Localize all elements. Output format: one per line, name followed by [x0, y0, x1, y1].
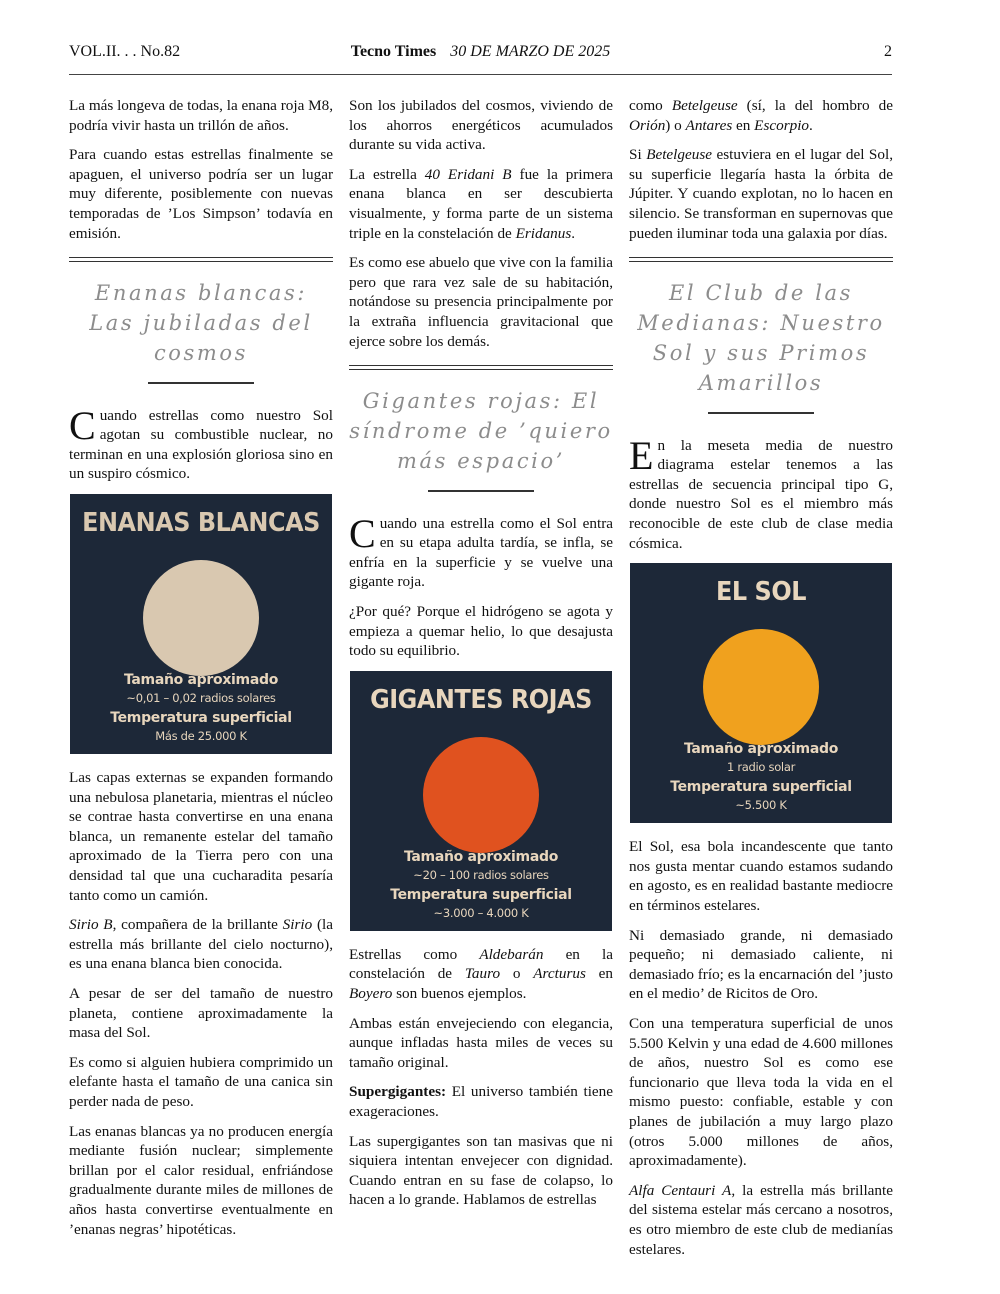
constellation-name: Boyero — [349, 984, 393, 1002]
star-name: Sirio B — [69, 916, 113, 934]
paragraph — [629, 145, 893, 243]
title-underline — [148, 382, 254, 384]
star-name: Sirio — [282, 916, 313, 934]
page-header — [69, 41, 892, 71]
red-giant-icon — [423, 737, 539, 853]
paragraph — [629, 96, 893, 135]
text-run: La estrella — [349, 165, 425, 183]
paragraph: Las capas externas se expanden formando una nebulosa planetaria, mientras el núcleo se contrae hasta convertirse en una enana blanca, un remanente estelar del tamaño aproximado de la Tierra pero con una densidad tal que una cucharadita pesaría tanto como un camión. — [69, 769, 333, 904]
paragraph: Las enanas blancas ya no producen energía mediante fusión nuclear; simplemente brillan por el calor residual, enfriándose gradualmente durante miles de millones de años hasta convertirse eventualmente en ’enanas negras’ hipotéticas. — [69, 1122, 333, 1238]
paragraph: Con una temperatura superficial de unos 5.500 Kelvin y una edad de 4.600 millones de años, nuestro Sol es como ese funcionario que lleva toda la vida en el mismo puesto: confiable, estable y con planes de jubilación a muy largo plazo (otros 5.000 millones de años, aproximadamente). — [629, 1014, 893, 1170]
sun-icon — [703, 629, 819, 745]
section-divider — [349, 365, 613, 370]
sun-card — [630, 563, 892, 823]
drop-cap: C — [69, 402, 96, 448]
star-name: Betelgeuse — [646, 146, 712, 164]
issue-date: 30 DE MARZO DE 2025 — [450, 43, 611, 60]
paragraph: Es como ese abuelo que vive con la familia pero que rara vez sale de su habitación, notándose su presencia principalmente por la extraña influencia gravitacional que ejerce sobre los demás. — [349, 254, 613, 350]
text-run: son buenos ejemplos. — [392, 984, 527, 1002]
section-title-sun: El Club de las Medianas: Nuestro Sol y sus Primos Amarillos — [637, 281, 885, 396]
paragraph: La más longeva de todas, la enana roja M8, podría vivir hasta un trillón de años. — [69, 97, 334, 134]
text-run: Si — [629, 146, 647, 164]
drop-cap: E — [629, 432, 654, 478]
paragraph: ¿Por qué? Porque el hidrógeno se agota y empieza a quemar helio, lo que desajusta todo su equilibrio. — [349, 603, 613, 660]
paragraph: A pesar de ser del tamaño de nuestro planeta, contiene aproximadamente la masa del Sol. — [69, 984, 333, 1042]
constellation-name: Eridanus — [515, 224, 572, 242]
temperature-label: Temperatura superficial — [670, 779, 852, 796]
size-label: Tamaño aproximado — [403, 848, 559, 865]
size-value: ~0,01 – 0,02 radios solares — [126, 691, 276, 706]
paragraph — [349, 165, 613, 243]
page-number: 2 — [884, 43, 892, 60]
star-name: Alfa Centauri A — [629, 1181, 732, 1199]
intro-paragraph — [349, 510, 613, 592]
text-run: fue la primera enana blanca en ser descubierta visualmente, y forma parte de un sistema triple en la constelación de — [349, 165, 613, 242]
paragraph — [349, 1082, 613, 1121]
constellation-name: Escorpio — [754, 116, 810, 134]
text-run: El universo también tiene exageraciones. — [349, 1083, 613, 1120]
text-run: . — [571, 224, 576, 242]
star-name: 40 Eridani B — [424, 165, 512, 183]
card-title: EL SOL — [716, 577, 806, 608]
section-divider — [69, 257, 333, 262]
constellation-name: Tauro — [464, 965, 501, 983]
section-divider — [629, 257, 893, 262]
temperature-value: ~3.000 – 4.000 K — [433, 905, 529, 920]
intro-paragraph — [69, 402, 333, 484]
red-giant-card — [350, 671, 612, 931]
title-underline — [428, 490, 534, 492]
text-run: ) o — [665, 116, 686, 134]
star-name: Betelgeuse — [671, 97, 738, 114]
text-run: o — [500, 965, 534, 983]
star-name: Antares — [685, 116, 733, 134]
column-1 — [69, 96, 333, 1249]
text-run: (sí, la del hombro de — [737, 97, 893, 114]
white-dwarf-icon — [143, 560, 259, 676]
size-label: Tamaño aproximado — [683, 741, 839, 758]
paragraph: Ambas están envejeciendo con elegancia, aunque infladas hasta miles de veces su tamaño original. — [349, 1014, 613, 1071]
temperature-value: Más de 25.000 K — [155, 729, 247, 744]
temperature-label: Temperatura superficial — [110, 710, 292, 727]
paragraph: Las supergigantes son tan masivas que ni siquiera intentan envejecer con dignidad. Cuando entran en su fase de colapso, lo hacen a lo grande. Hablamos de estrellas — [349, 1132, 613, 1209]
star-name: Arcturus — [533, 965, 586, 983]
text-run: estuviera en el lugar del Sol, su superficie llegaría hasta la órbita de Júpiter. Y cuando explotan, no lo hacen en silencio. Se transforman en supernovas que pueden iluminar toda una galaxia por días. — [629, 146, 893, 242]
text-run: , la estrella más brillante del sistema estelar más cercano a nosotros, es otro miembro de este club de medianías estelares. — [629, 1181, 893, 1258]
size-value: ~20 – 100 radios solares — [413, 867, 549, 882]
text-run: Estrellas como — [349, 945, 480, 963]
paragraph — [349, 945, 613, 1004]
constellation-name: Orión — [629, 116, 666, 134]
star-name: Aldebarán — [479, 945, 544, 963]
volume-number: VOL.II. . . No.82 — [69, 43, 181, 60]
text-run: (la estrella más brillante del cielo nocturno), es una enana blanca bien conocida. — [69, 916, 333, 973]
card-title: ENANAS BLANCAS — [82, 508, 320, 539]
text-run: en — [585, 965, 614, 983]
paragraph: El Sol, esa bola incandescente que tanto nos gusta mentar cuando estamos sudando en agosto, es en realidad bastante mediocre en términos estelares. — [629, 838, 893, 914]
paragraph: Para cuando estas estrellas finalmente se apaguen, el universo podría ser un lugar muy diferente, posiblemente con nuevas temporadas de ’Los Simpson’ todavía en emisión. — [69, 146, 333, 242]
size-label: Tamaño aproximado — [123, 672, 279, 689]
card-title: GIGANTES ROJAS — [370, 684, 592, 715]
intro-text: uando estrellas como nuestro Sol agotan su combustible nuclear, no terminan en una explosión gloriosa sino en un suspiro cósmico. — [69, 406, 333, 483]
text-run: en la constelación de — [349, 945, 613, 983]
intro-paragraph — [629, 432, 893, 554]
bold-lead: Supergigantes: — [349, 1083, 447, 1101]
column-3 — [629, 96, 893, 1269]
temperature-value: ~5.500 K — [735, 798, 787, 813]
header-rule — [69, 74, 892, 75]
temperature-label: Temperatura superficial — [390, 886, 572, 903]
title-underline — [708, 412, 814, 414]
intro-text: n la meseta media de nuestro diagrama estelar tenemos a las estrellas de secuencia principal tipo G, donde nuestro Sol es el miembro más reconocible de este club de clase media cósmica. — [629, 436, 893, 552]
paragraph — [69, 915, 333, 974]
paragraph: Es como si alguien hubiera comprimido un elefante hasta el tamaño de una canica sin perder nada de peso. — [69, 1053, 333, 1110]
text-run: , compañera de la brillante — [112, 916, 283, 934]
masthead — [69, 43, 892, 61]
intro-text: uando una estrella como el Sol entra en su etapa adulta tardía, se infla, se enfría en la superficie y se vuelve una gigante roja. — [349, 514, 613, 591]
text-run: en — [732, 116, 755, 134]
paragraph: Son los jubilados del cosmos, viviendo de los ahorros energéticos acumulados durante su vida activa. — [349, 97, 613, 154]
paragraph — [629, 1181, 893, 1259]
section-title-white-dwarfs: Enanas blancas: Las jubiladas del cosmos — [89, 281, 313, 366]
drop-cap: C — [349, 510, 376, 556]
text-run: como — [629, 97, 672, 114]
size-value: 1 radio solar — [726, 760, 796, 775]
text-run: . — [809, 116, 813, 134]
column-2 — [349, 96, 613, 1220]
section-title-red-giants: Gigantes rojas: El síndrome de ’quiero más espacio’ — [349, 389, 613, 474]
publication-name: Tecno Times — [350, 43, 437, 60]
paragraph: Ni demasiado grande, ni demasiado pequeño; ni demasiado caliente, ni demasiado frío; es la encarnación del ’justo en el medio’ de Ricitos de Oro. — [629, 926, 893, 1003]
white-dwarf-card — [70, 494, 332, 754]
